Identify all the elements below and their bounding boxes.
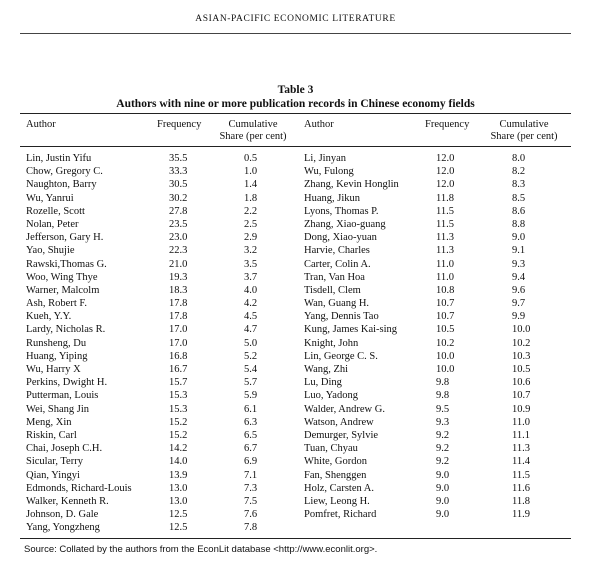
cumulative-share-cell: 8.6 <box>512 205 526 217</box>
table-row <box>0 495 300 508</box>
author-cell: Tisdell, Clem <box>304 284 361 296</box>
col-header-cumulative-right <box>477 119 571 143</box>
cumulative-share-cell: 6.1 <box>244 403 258 415</box>
table-row <box>300 310 591 323</box>
frequency-cell: 9.2 <box>436 443 450 455</box>
author-cell: Meng, Xin <box>26 416 72 428</box>
table-row <box>300 297 591 310</box>
cumulative-share-cell: 9.9 <box>512 311 526 323</box>
col-header-author-left: Author <box>26 119 56 130</box>
author-cell: Perkins, Dwight H. <box>26 377 108 389</box>
author-cell: Liew, Leong H. <box>304 495 370 507</box>
author-cell: Wan, Guang H. <box>304 298 370 310</box>
col-header-cumulative-left <box>207 119 299 143</box>
frequency-cell: 11.0 <box>436 258 454 270</box>
author-cell: Sicular, Terry <box>26 456 83 468</box>
author-cell: Lardy, Nicholas R. <box>26 324 106 336</box>
table-row <box>0 297 300 310</box>
cumulative-share-cell: 5.0 <box>244 337 258 349</box>
frequency-cell: 11.3 <box>436 245 454 257</box>
cumulative-share-cell: 6.7 <box>244 443 258 455</box>
author-cell: Rozelle, Scott <box>26 205 85 217</box>
table-row <box>0 482 300 495</box>
cumulative-share-cell: 6.9 <box>244 456 258 468</box>
cumulative-share-cell: 4.5 <box>244 311 258 323</box>
author-cell: Lin, George C. S. <box>304 350 378 362</box>
cumulative-share-cell: 6.5 <box>244 429 258 441</box>
frequency-cell: 10.0 <box>436 364 455 375</box>
table-row <box>300 429 591 442</box>
frequency-cell: 21.0 <box>169 258 188 270</box>
author-cell: Dong, Xiao-yuan <box>304 232 377 244</box>
frequency-cell: 10.2 <box>436 337 455 349</box>
frequency-cell: 10.7 <box>436 298 455 310</box>
author-cell: Edmonds, Richard-Louis <box>26 482 132 494</box>
table-row <box>0 258 300 271</box>
cumulative-share-cell: 6.3 <box>244 416 258 428</box>
frequency-cell: 27.8 <box>169 205 188 217</box>
author-cell: Holz, Carsten A. <box>304 482 374 494</box>
frequency-cell: 15.3 <box>169 390 188 402</box>
col-header-frequency-left: Frequency <box>157 119 202 130</box>
table-row <box>0 337 300 350</box>
col-header-author-right: Author <box>304 119 334 130</box>
table-row <box>300 416 591 429</box>
cumulative-share-cell: 7.1 <box>244 469 258 481</box>
table-row <box>300 231 591 244</box>
col-header-cumulative-line2: Share (per cent) <box>490 131 558 142</box>
col-header-cumulative-line1: Cumulative <box>228 119 278 130</box>
frequency-cell: 9.0 <box>436 482 450 494</box>
author-cell: Kung, James Kai-sing <box>304 324 398 336</box>
left-table-body <box>0 152 300 534</box>
table-row <box>300 495 591 508</box>
frequency-cell: 15.3 <box>169 403 188 415</box>
frequency-cell: 30.2 <box>169 192 188 204</box>
cumulative-share-cell: 8.8 <box>512 218 526 230</box>
author-cell: Lu, Ding <box>304 377 342 389</box>
table-row <box>300 469 591 482</box>
table-row <box>300 350 591 363</box>
cumulative-share-cell: 10.6 <box>512 377 531 389</box>
frequency-cell: 23.5 <box>169 218 188 230</box>
cumulative-share-cell: 10.2 <box>512 337 531 349</box>
author-cell: White, Gordon <box>304 456 367 468</box>
frequency-cell: 14.0 <box>169 456 188 468</box>
frequency-cell: 13.0 <box>169 482 188 494</box>
frequency-cell: 19.3 <box>169 271 188 283</box>
cumulative-share-cell: 2.9 <box>244 232 258 244</box>
frequency-cell: 11.3 <box>436 232 454 244</box>
author-cell: Johnson, D. Gale <box>26 509 99 521</box>
table-title: Table 3 <box>277 84 314 96</box>
table-bottom-rule <box>20 538 571 539</box>
author-cell: Yang, Yongzheng <box>26 522 100 534</box>
frequency-cell: 9.3 <box>436 416 450 428</box>
author-cell: Walker, Kenneth R. <box>26 495 109 507</box>
table-row <box>300 192 591 205</box>
table-row <box>0 244 300 257</box>
table-row <box>0 389 300 402</box>
frequency-cell: 10.8 <box>436 284 455 296</box>
table-row <box>0 152 300 165</box>
table-row <box>0 376 300 389</box>
table-row <box>0 231 300 244</box>
cumulative-share-cell: 9.1 <box>512 245 526 257</box>
table-row <box>300 152 591 165</box>
frequency-cell: 9.2 <box>436 429 450 441</box>
table-row <box>0 205 300 218</box>
table-row <box>300 284 591 297</box>
author-cell: Chow, Gregory C. <box>26 166 103 178</box>
author-cell: Lyons, Thomas P. <box>304 205 379 217</box>
table-row <box>300 508 591 521</box>
cumulative-share-cell: 11.9 <box>512 509 530 521</box>
author-cell: Knight, John <box>304 337 359 349</box>
author-cell: Lin, Justin Yifu <box>26 153 92 164</box>
cumulative-share-cell: 10.5 <box>512 364 531 375</box>
cumulative-share-cell: 9.4 <box>512 271 526 283</box>
cumulative-share-cell: 9.7 <box>512 298 526 310</box>
cumulative-share-cell: 8.5 <box>512 192 526 204</box>
author-cell: Wu, Fulong <box>304 166 354 178</box>
cumulative-share-cell: 5.2 <box>244 350 258 362</box>
table-row <box>0 455 300 468</box>
author-cell: Carter, Colin A. <box>304 258 371 270</box>
author-cell: Huang, Jikun <box>304 192 360 204</box>
frequency-cell: 9.8 <box>436 390 450 402</box>
cumulative-share-cell: 1.0 <box>244 166 258 178</box>
frequency-cell: 12.0 <box>436 153 455 164</box>
running-head: ASIAN-PACIFIC ECONOMIC LITERATURE <box>195 14 396 24</box>
cumulative-share-cell: 7.6 <box>244 509 258 521</box>
table-row <box>300 323 591 336</box>
frequency-cell: 9.0 <box>436 469 450 481</box>
frequency-cell: 11.8 <box>436 192 454 204</box>
col-header-frequency-right: Frequency <box>425 119 470 130</box>
frequency-cell: 9.0 <box>436 509 450 521</box>
table-row <box>300 455 591 468</box>
frequency-cell: 30.5 <box>169 179 188 191</box>
author-cell: Wei, Shang Jin <box>26 403 90 415</box>
cumulative-share-cell: 1.8 <box>244 192 258 204</box>
table-row <box>0 323 300 336</box>
table-row <box>0 350 300 363</box>
frequency-cell: 35.5 <box>169 153 188 164</box>
author-cell: Demurger, Sylvie <box>304 429 379 441</box>
cumulative-share-cell: 3.7 <box>244 271 258 283</box>
cumulative-share-cell: 7.8 <box>244 522 258 534</box>
table-row <box>300 482 591 495</box>
table-row <box>300 376 591 389</box>
author-cell: Wu, Harry X <box>26 364 81 375</box>
table-row <box>300 258 591 271</box>
cumulative-share-cell: 9.6 <box>512 284 526 296</box>
cumulative-share-cell: 2.5 <box>244 218 258 230</box>
frequency-cell: 11.5 <box>436 205 454 217</box>
cumulative-share-cell: 2.2 <box>244 205 258 217</box>
frequency-cell: 9.5 <box>436 403 450 415</box>
frequency-cell: 18.3 <box>169 284 188 296</box>
table-row <box>300 244 591 257</box>
author-cell: Kueh, Y.Y. <box>26 311 72 323</box>
frequency-cell: 15.2 <box>169 429 188 441</box>
table-row <box>0 165 300 178</box>
cumulative-share-cell: 11.0 <box>512 416 530 428</box>
author-cell: Wang, Zhi <box>304 364 349 375</box>
cumulative-share-cell: 4.0 <box>244 284 258 296</box>
author-cell: Rawski,Thomas G. <box>26 258 107 270</box>
frequency-cell: 22.3 <box>169 245 188 257</box>
author-cell: Fan, Shenggen <box>304 469 367 481</box>
frequency-cell: 9.8 <box>436 377 450 389</box>
frequency-cell: 12.0 <box>436 179 455 191</box>
frequency-cell: 17.8 <box>169 311 188 323</box>
frequency-cell: 10.7 <box>436 311 455 323</box>
cumulative-share-cell: 0.5 <box>244 153 258 164</box>
table-row <box>300 363 591 376</box>
frequency-cell: 16.8 <box>169 350 188 362</box>
cumulative-share-cell: 11.3 <box>512 443 530 455</box>
cumulative-share-cell: 7.5 <box>244 495 258 507</box>
author-cell: Harvie, Charles <box>304 245 370 257</box>
cumulative-share-cell: 11.6 <box>512 482 530 494</box>
table-row <box>0 363 300 376</box>
table-row <box>300 403 591 416</box>
frequency-cell: 17.0 <box>169 324 188 336</box>
table-row <box>300 218 591 231</box>
cumulative-share-cell: 11.1 <box>512 429 530 441</box>
cumulative-share-cell: 3.2 <box>244 245 258 257</box>
author-cell: Warner, Malcolm <box>26 284 100 296</box>
author-cell: Pomfret, Richard <box>304 509 377 521</box>
frequency-cell: 13.9 <box>169 469 188 481</box>
right-table-body <box>300 152 591 521</box>
col-header-cumulative-line2: Share (per cent) <box>219 131 287 142</box>
cumulative-share-cell: 5.4 <box>244 364 258 375</box>
table-caption: Authors with nine or more publication records in Chinese economy fields <box>116 98 475 110</box>
frequency-cell: 11.5 <box>436 218 454 230</box>
header-divider <box>20 33 571 34</box>
table-header-rule <box>20 146 571 147</box>
cumulative-share-cell: 4.7 <box>244 324 258 336</box>
table-row <box>0 508 300 521</box>
table-row <box>0 403 300 416</box>
cumulative-share-cell: 4.2 <box>244 298 258 310</box>
author-cell: Qian, Yingyi <box>26 469 80 481</box>
author-cell: Yao, Shujie <box>26 245 75 257</box>
author-cell: Jefferson, Gary H. <box>26 232 104 244</box>
cumulative-share-cell: 3.5 <box>244 258 258 270</box>
author-cell: Woo, Wing Thye <box>26 271 98 283</box>
frequency-cell: 23.0 <box>169 232 188 244</box>
author-cell: Li, Jinyan <box>304 153 346 164</box>
author-cell: Walder, Andrew G. <box>304 403 385 415</box>
table-row <box>300 165 591 178</box>
frequency-cell: 9.0 <box>436 495 450 507</box>
author-cell: Yang, Dennis Tao <box>304 311 379 323</box>
frequency-cell: 33.3 <box>169 166 188 178</box>
table-row <box>300 337 591 350</box>
author-cell: Chai, Joseph C.H. <box>26 443 103 455</box>
frequency-cell: 13.0 <box>169 495 188 507</box>
table-row <box>0 416 300 429</box>
cumulative-share-cell: 10.3 <box>512 350 531 362</box>
source-note: Source: Collated by the authors from the EconLit database <http://www.econlit.org>. <box>24 544 378 555</box>
table-row <box>300 389 591 402</box>
author-cell: Luo, Yadong <box>304 390 358 402</box>
frequency-cell: 16.7 <box>169 364 188 375</box>
table-row <box>0 469 300 482</box>
cumulative-share-cell: 10.0 <box>512 324 531 336</box>
frequency-cell: 9.2 <box>436 456 450 468</box>
frequency-cell: 12.5 <box>169 509 188 521</box>
table-row <box>300 271 591 284</box>
author-cell: Tran, Van Hoa <box>304 271 365 283</box>
table-row <box>0 218 300 231</box>
cumulative-share-cell: 10.9 <box>512 403 531 415</box>
table-row <box>0 442 300 455</box>
cumulative-share-cell: 5.7 <box>244 377 258 389</box>
frequency-cell: 11.0 <box>436 271 454 283</box>
frequency-cell: 12.0 <box>436 166 455 178</box>
author-cell: Runsheng, Du <box>26 337 87 349</box>
author-cell: Watson, Andrew <box>304 416 374 428</box>
table-row <box>300 205 591 218</box>
cumulative-share-cell: 10.7 <box>512 390 531 402</box>
author-cell: Zhang, Xiao-guang <box>304 218 386 230</box>
cumulative-share-cell: 9.0 <box>512 232 526 244</box>
author-cell: Wu, Yanrui <box>26 192 74 204</box>
cumulative-share-cell: 8.2 <box>512 166 526 178</box>
author-cell: Putterman, Louis <box>26 390 99 402</box>
cumulative-share-cell: 11.4 <box>512 456 530 468</box>
frequency-cell: 10.5 <box>436 324 455 336</box>
frequency-cell: 10.0 <box>436 350 455 362</box>
frequency-cell: 15.2 <box>169 416 188 428</box>
cumulative-share-cell: 7.3 <box>244 482 258 494</box>
cumulative-share-cell: 1.4 <box>244 179 258 191</box>
frequency-cell: 12.5 <box>169 522 188 534</box>
author-cell: Riskin, Carl <box>26 429 77 441</box>
author-cell: Naughton, Barry <box>26 179 97 191</box>
table-row <box>0 310 300 323</box>
table-row <box>0 284 300 297</box>
table-row <box>0 521 300 534</box>
table-row <box>300 178 591 191</box>
author-cell: Huang, Yiping <box>26 350 88 362</box>
cumulative-share-cell: 8.0 <box>512 153 526 164</box>
frequency-cell: 14.2 <box>169 443 188 455</box>
table-row <box>300 442 591 455</box>
table-row <box>0 429 300 442</box>
frequency-cell: 15.7 <box>169 377 188 389</box>
col-header-cumulative-line1: Cumulative <box>499 119 549 130</box>
author-cell: Zhang, Kevin Honglin <box>304 179 399 191</box>
cumulative-share-cell: 11.5 <box>512 469 530 481</box>
table-row <box>0 271 300 284</box>
frequency-cell: 17.0 <box>169 337 188 349</box>
frequency-cell: 17.8 <box>169 298 188 310</box>
cumulative-share-cell: 5.9 <box>244 390 258 402</box>
table-top-rule <box>20 113 571 114</box>
author-cell: Ash, Robert F. <box>26 298 87 310</box>
table-row <box>0 192 300 205</box>
cumulative-share-cell: 9.3 <box>512 258 526 270</box>
cumulative-share-cell: 11.8 <box>512 495 530 507</box>
cumulative-share-cell: 8.3 <box>512 179 526 191</box>
author-cell: Nolan, Peter <box>26 218 79 230</box>
author-cell: Tuan, Chyau <box>304 443 358 455</box>
table-row <box>0 178 300 191</box>
